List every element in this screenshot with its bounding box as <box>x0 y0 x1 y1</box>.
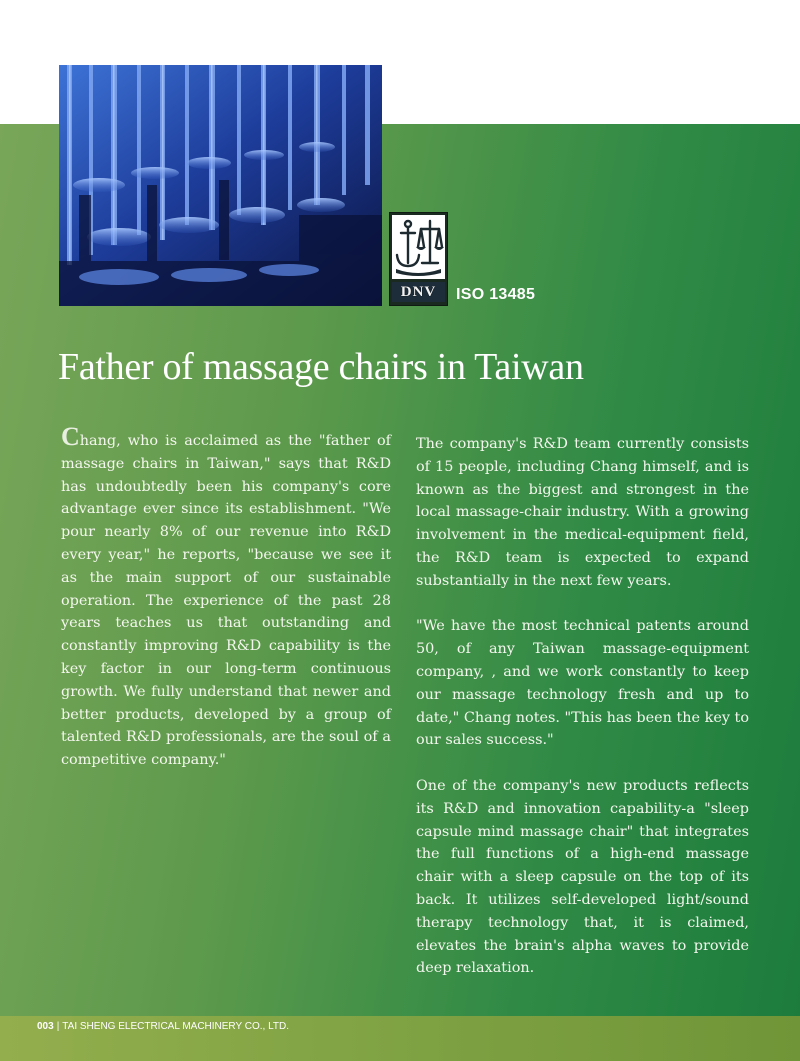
factory-photo <box>59 65 382 306</box>
dnv-certification-logo <box>389 212 448 306</box>
iso-certification-label: ISO 13485 <box>456 286 536 303</box>
paragraph-text: hang, who is acclaimed as the "father of massage chairs in Taiwan," says that R&D has undoubtedly been his company's core advantage ever since its establishment. "We pour nearly 8% of our revenue into R&D every year," he reports, "because we see it as the main support of our sustainable operation. The experience of the past 28 years teaches us that outstanding and constantly improving R&D capability is the key factor in our long-term continuous growth. We fully understand that newer and better products, developed by a group of talented R&D professionals, are the soul of a competitive company." <box>61 433 391 769</box>
paragraph: "We have the most technical patents around 50, of any Taiwan massage-equipment company, , and we work constantly to keep our massage technology fresh and up to date," Chang notes. "This has been the key to our sales success." <box>416 618 750 749</box>
paragraph: The company's R&D team currently consists of 15 people, including Chang himself, and is known as the biggest and strongest in the local massage-chair industry. With a growing involvement in the medical-equipment field, the R&D team is expected to expand substantially in the next few years. <box>416 436 749 589</box>
footer-separator: | <box>56 1021 60 1032</box>
article-column-left <box>61 422 391 795</box>
article-column-right <box>416 433 749 1003</box>
dnv-logo-text: DNV <box>400 283 437 300</box>
page-number: 003 <box>37 1021 54 1032</box>
paragraph <box>61 422 391 772</box>
drop-cap: C <box>61 422 80 451</box>
dnv-wordmark <box>392 282 445 302</box>
anchor-scales-emblem-icon <box>392 215 445 279</box>
company-name: TAI SHENG ELECTRICAL MACHINERY CO., LTD. <box>62 1021 290 1032</box>
page-footer <box>37 1021 289 1032</box>
paragraph: One of the company's new products reflects its R&D and innovation capability-a "sleep capsule mind massage chair" that integrates the full functions of a high-end massage chair with a sleep capsule on the top of its back. It utilizes self-developed light/sound therapy technology that, it is claimed, elevates the brain's alpha waves to provide deep relaxation. <box>416 777 749 977</box>
article-title: Father of massage chairs in Taiwan <box>58 346 584 388</box>
